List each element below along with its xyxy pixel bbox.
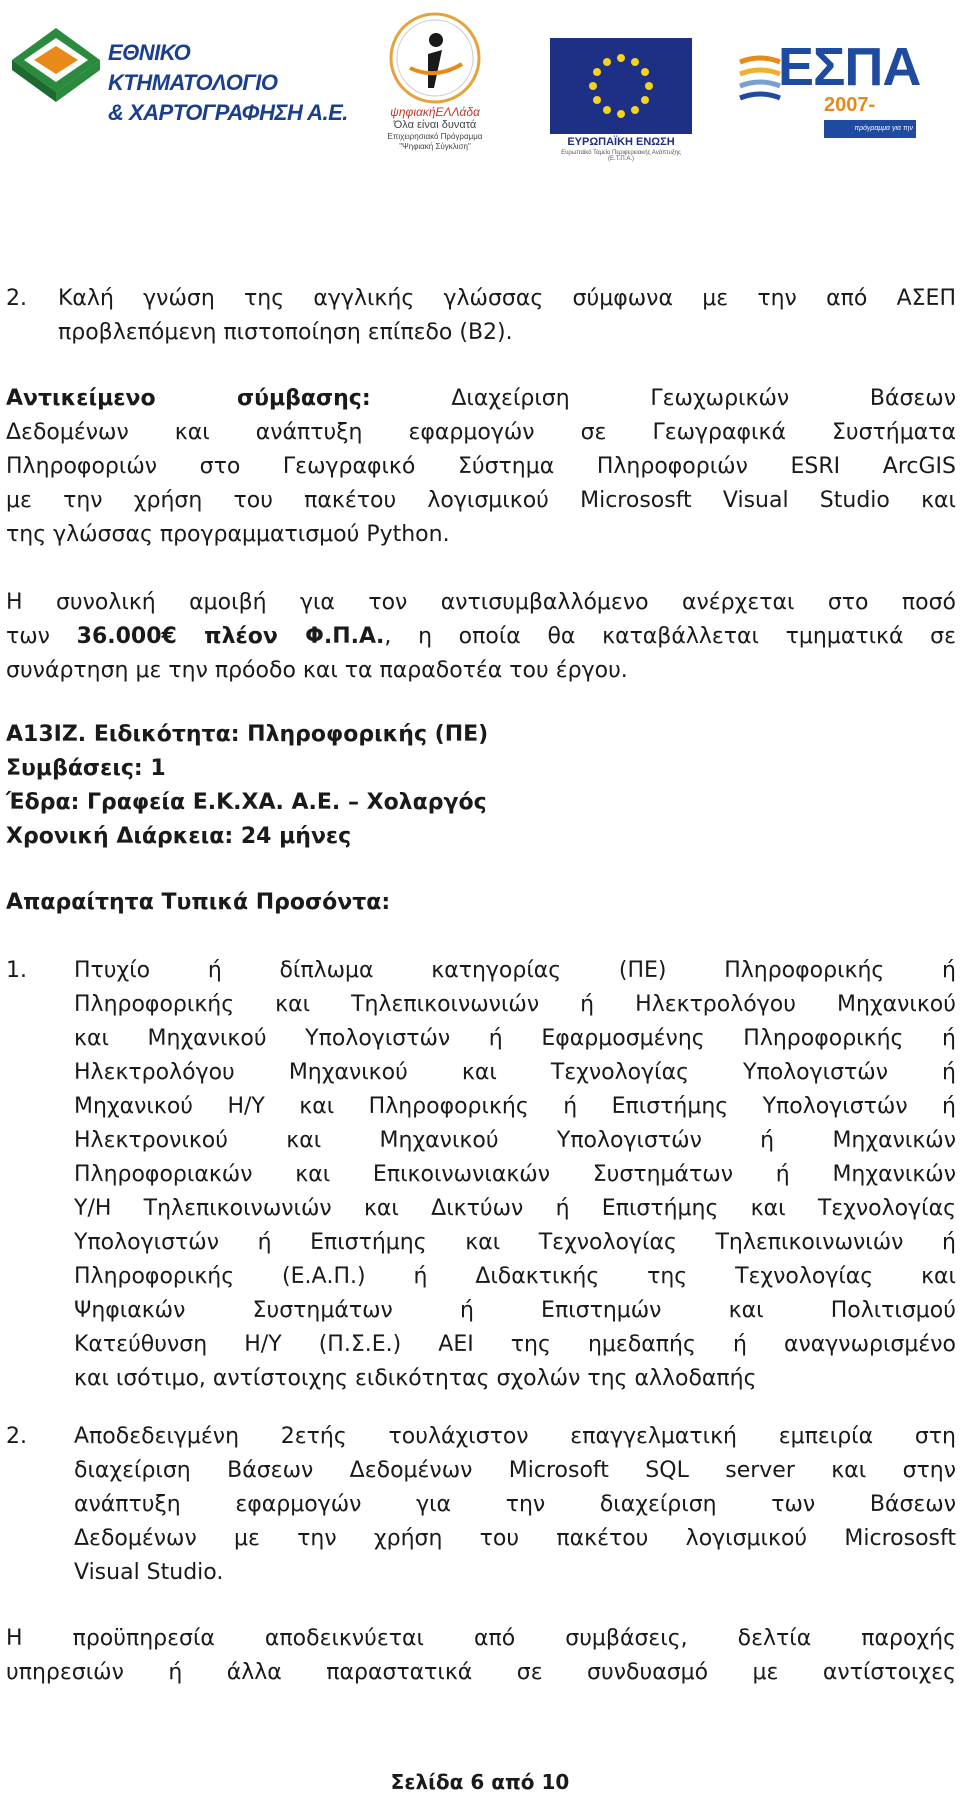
espa-years: 2007- [824,94,876,116]
qual1-text [74,954,956,1396]
psifiaki-line1: Όλα είναι δυνατά [393,119,477,131]
qual1-number: 1. [6,958,27,983]
payment-line2 [6,620,956,654]
page-number: Σελίδα 6 από 10 [390,1770,570,1794]
contract-line3: Πληροφοριών στο Γεωγραφικό Σύστημα Πληροφοριών ESRI ArcGIS [6,454,956,479]
position-duration: Χρονική Διάρκεια: 24 μήνες [6,824,352,849]
payment-rest: , η οποία θα καταβάλλεται τμηματικά σε [384,624,956,649]
item2-number: 2. [6,286,27,311]
contract-paragraph [6,382,956,552]
ktimatologio-line1: ΕΘΝΙΚΟ ΚΤΗΜΑΤΟΛΟΓΙΟ [108,40,278,95]
position-contracts: Συμβάσεις: 1 [6,756,166,781]
contract-line5: της γλώσσας προγραμματισμού Python. [6,522,450,547]
qual1-line: Ψηφιακών Συστημάτων ή Επιστημών και Πολιτισμού [74,1298,956,1323]
position-seat: Έδρα: Γραφεία Ε.Κ.ΧΑ. Α.Ε. – Χολαργός [6,790,487,815]
experience-line1: Η προϋπηρεσία αποδεικνύεται από συμβάσεις, δελτία παροχής [6,1626,956,1651]
item2-line1: Καλή γνώση της αγγλικής γλώσσας σύμφωνα με την από ΑΣΕΠ [58,286,956,311]
qual2-line: Αποδεδειγμένη 2ετής τουλάχιστον επαγγελματική εμπειρία στη [74,1424,956,1449]
payment-line1: Η συνολική αμοιβή για τον αντισυμβαλλόμενο ανέρχεται στο ποσό [6,590,956,615]
item2-line2: προβλεπόμενη πιστοποίηση επίπεδο (Β2). [58,320,513,345]
psifiaki-emblem-icon [370,10,500,106]
qual2-text [74,1420,956,1590]
ktimatologio-logo [8,20,348,125]
position-spec [6,718,488,752]
payment-amount: 36.000€ πλέον Φ.Π.Α. [76,624,385,649]
ktimatologio-emblem-icon [8,20,104,110]
qual1-line: Κατεύθυνση Η/Υ (Π.Σ.Ε.) ΑΕΙ της ημεδαπής ή αναγνωρισμένο [74,1332,956,1357]
espa-logo [738,37,921,150]
eu-flag [550,38,692,134]
qual2-number: 2. [6,1424,27,1449]
contract-line1 [6,382,956,416]
qual1-line: Πληροφορικής και Τηλεπικοινωνιών ή Ηλεκτρολόγου Μηχανικού [74,992,956,1017]
payment-paragraph [6,586,956,688]
qual1-line: Πτυχίο ή δίπλωμα κατηγορίας (ΠΕ) Πληροφορικής ή [74,958,956,983]
psifiaki-brand: ψηφιακήΕΛΛάδα [390,105,480,119]
qual1-line: Μηχανικού Η/Υ και Πληροφορικής ή Επιστήμης Υπολογιστών ή [74,1094,956,1119]
payment-line3: συνάρτηση με την πρόοδο και τα παραδοτέα του έργου. [6,658,628,683]
qual1-line: και Μηχανικού Υπολογιστών ή Εφαρμοσμένης Πληροφορικής ή [74,1026,956,1051]
item2-text [58,282,956,350]
position-specialty: Ειδικότητα: Πληροφορικής (ΠΕ) [93,722,489,747]
qual2-line: διαχείριση Βάσεων Δεδομένων Microsoft SQL server και στην [74,1458,956,1483]
qual1-line: Πληροφοριακών και Επικοινωνιακών Συστημάτων ή Μηχανικών [74,1162,956,1187]
qual1-line: Ηλεκτρονικού και Μηχανικού Υπολογιστών ή Μηχανικών [74,1128,956,1153]
contract-line2: Δεδομένων και ανάπτυξη εφαρμογών σε Γεωγραφικά Συστήματα [6,420,956,445]
espa-word: ΕΣΠΑ [778,37,921,97]
ktimatologio-line2: & ΧΑΡΤΟΓΡΑΦΗΣΗ Α.Ε. [108,100,348,125]
qual1-line: Υ/Η Τηλεπικοινωνιών και Δικτύων ή Επιστήμης και Τεχνολογίας [74,1196,956,1221]
contract-l1: Διαχείριση Γεωχωρικών Βάσεων [451,386,956,411]
qual1-line: Πληροφορικής (Ε.Α.Π.) ή Διδακτικής της Τεχνολογίας και [74,1264,956,1289]
payment-pre: των [6,624,50,649]
qualifications-heading: Απαραίτητα Τυπικά Προσόντα: [6,890,391,915]
experience-line2: υπηρεσιών ή άλλα παραστατικά σε συνδυασμό με αντίστοιχες [6,1660,956,1685]
eu-caption: ΕΥΡΩΠΑΪΚΗ ΕΝΩΣΗ [567,136,675,148]
ktimatologio-text [108,38,348,128]
qual1-line: Υπολογιστών ή Επιστήμης και Τεχνολογίας Τηλεπικοινωνιών ή [74,1230,956,1255]
espa-stripes-icon [738,52,782,112]
psifiaki-caption [370,106,500,152]
position-code: Α13ΙΖ. [6,722,87,747]
experience-paragraph [6,1622,956,1690]
contract-label: Αντικείμενο σύμβασης: [6,386,371,411]
qual2-line: Δεδομένων με την χρήση του πακέτου λογισμικού Micrososft [74,1526,956,1551]
psifiaki-line2: Επιχειρησιακό Πρόγραμμα [387,132,483,141]
qual2-line: Visual Studio. [74,1560,224,1585]
qual1-line: και ισότιμο, αντίστοιχης ειδικότητας σχολών της αλλοδαπής [74,1366,757,1391]
eu-logo [550,38,692,162]
espa-tagline: πρόγραμμα για την ανάπτυξη [824,120,916,138]
psifiaki-ellada-logo [370,10,500,160]
header-logos [0,0,960,170]
eu-stars-icon [550,38,692,134]
eu-subcaption: Ευρωπαϊκό Ταμείο Περιφερειακής Ανάπτυξης (Ε.Τ.Π.Α.) [561,150,681,162]
psifiaki-line3: "Ψηφιακή Σύγκλιση" [399,142,471,151]
qual2-line: ανάπτυξη εφαρμογών για την διαχείριση των Βάσεων [74,1492,956,1517]
qual1-line: Ηλεκτρολόγου Μηχανικού και Τεχνολογίας Υπολογιστών ή [74,1060,956,1085]
contract-line4: με την χρήση του πακέτου λογισμικού Micrososft Visual Studio και [6,488,956,513]
